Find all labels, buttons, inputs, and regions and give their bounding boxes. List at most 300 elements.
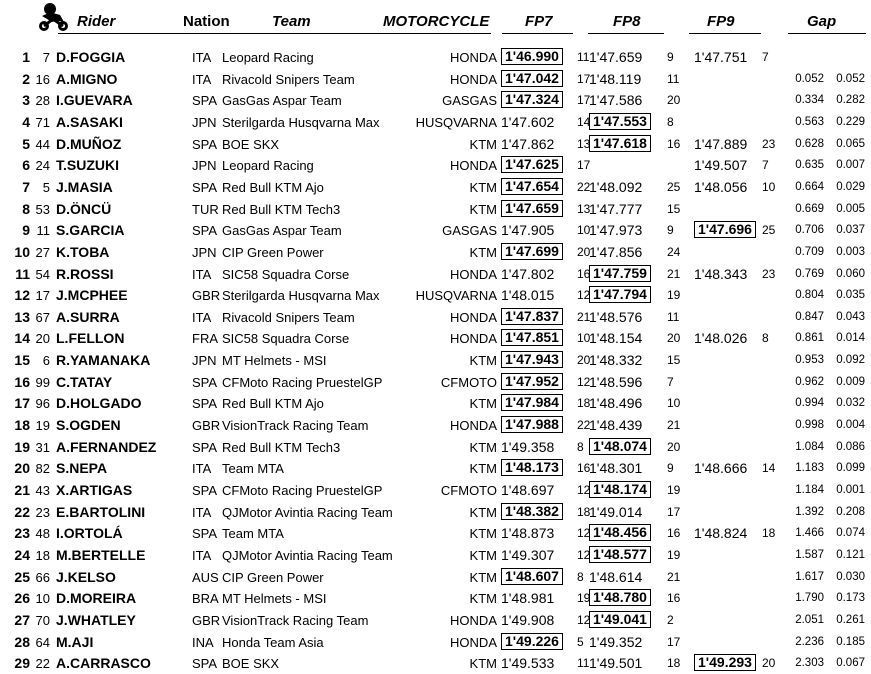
gap-to-previous: 0.065 [836, 137, 865, 150]
fp7-lap: 17 [577, 93, 591, 108]
team-name: Team MTA [222, 461, 284, 477]
team-name: CFMoto Racing PruestelGP [222, 374, 383, 390]
rider-name: D.HOLGADO [56, 395, 142, 412]
position: 4 [22, 113, 30, 130]
position: 6 [22, 157, 30, 174]
team-name: Sterilgarda Husqvarna Max [222, 288, 380, 304]
gap-to-leader: 2.236 [795, 635, 824, 648]
header-fp8: FP8 [613, 13, 641, 30]
nation: GBR [192, 288, 221, 304]
rider-name: D.MUÑOZ [56, 135, 122, 152]
fp7-time: 1'49.358 [501, 438, 555, 455]
motorcycle: HONDA [450, 612, 497, 628]
gap-to-previous: 0.032 [836, 397, 865, 410]
header-underline [588, 33, 664, 34]
rider-name: A.SASAKI [56, 113, 123, 130]
fp7-time: 1'47.699 [501, 243, 563, 260]
fp9-time: 1'48.026 [694, 330, 748, 347]
table-row [0, 502, 871, 523]
position: 18 [14, 417, 30, 434]
table-row [0, 350, 871, 371]
fp8-lap: 10 [667, 396, 681, 411]
gap-to-previous: 0.261 [836, 613, 865, 626]
rider-number: 27 [35, 244, 50, 260]
rider-number: 82 [35, 461, 50, 477]
gap-to-leader: 0.628 [795, 137, 824, 150]
position: 29 [14, 655, 30, 672]
rider-number: 19 [35, 418, 50, 434]
gap-to-leader: 1.183 [795, 462, 824, 475]
gap-to-previous: 0.282 [836, 94, 865, 107]
table-row [0, 220, 871, 241]
gap-to-leader: 0.953 [795, 354, 824, 367]
nation: SPA [192, 179, 218, 195]
team-name: Rivacold Snipers Team [222, 309, 355, 325]
fp9-lap: 20 [762, 656, 776, 671]
table-row [0, 458, 871, 479]
gap-to-previous: 0.014 [836, 332, 865, 345]
fp7-lap: 11 [577, 656, 590, 671]
motorcycle: KTM [469, 547, 497, 563]
nation: ITA [192, 504, 212, 520]
rider-number: 96 [35, 396, 50, 412]
motorcycle: HONDA [450, 50, 497, 65]
gap-to-previous: 0.099 [836, 462, 865, 475]
gap-to-leader: 0.994 [795, 397, 824, 410]
fp8-lap: 11 [667, 309, 680, 324]
rider-number: 43 [35, 483, 50, 498]
fp8-lap: 9 [667, 50, 674, 64]
fp7-time: 1'48.607 [501, 568, 563, 585]
rider-name: R.YAMANAKA [56, 352, 151, 369]
nation: JPN [192, 114, 217, 130]
motorcycle: KTM [469, 136, 497, 152]
header-underline [58, 33, 491, 34]
table-row [0, 69, 871, 90]
table-row [0, 415, 871, 436]
fp7-time: 1'47.659 [501, 200, 563, 217]
fp8-lap: 20 [667, 93, 681, 108]
fp9-lap: 7 [762, 50, 769, 64]
motorcycle: KTM [469, 396, 497, 412]
fp9-time: 1'48.343 [694, 265, 748, 282]
motorcycle: HONDA [450, 331, 497, 347]
gap-to-leader: 0.706 [795, 224, 824, 237]
position: 7 [22, 178, 30, 195]
fp7-time: 1'48.382 [501, 503, 563, 520]
motorcycle: GASGAS [442, 93, 497, 109]
fp8-lap: 16 [667, 136, 681, 151]
position: 24 [14, 546, 30, 563]
team-name: MT Helmets - MSI [222, 353, 327, 369]
rider-number: 22 [35, 656, 50, 672]
fp7-time: 1'48.015 [501, 287, 555, 304]
fp8-lap: 7 [667, 374, 674, 389]
motorcycle: KTM [469, 461, 497, 477]
fp7-lap: 21 [577, 309, 591, 324]
gap-to-leader: 0.664 [795, 180, 824, 193]
table-row [0, 610, 871, 631]
team-name: Red Bull KTM Ajo [222, 179, 324, 195]
rider-number: 70 [35, 612, 50, 628]
gap-to-previous: 0.003 [836, 245, 865, 258]
motorcycle: KTM [469, 591, 497, 607]
gap-to-previous: 0.004 [836, 419, 865, 432]
rider-number: 18 [35, 547, 50, 563]
gap-to-previous: 0.030 [836, 570, 865, 583]
fp8-time: 1'47.659 [589, 49, 643, 65]
header-fp9: FP9 [707, 13, 735, 30]
fp8-time: 1'48.456 [589, 524, 651, 541]
fp8-time: 1'48.301 [589, 460, 643, 477]
table-row [0, 372, 871, 393]
rider-number: 7 [42, 50, 50, 65]
fp7-lap: 10 [577, 331, 591, 346]
fp8-lap: 15 [667, 353, 681, 368]
fp8-time: 1'47.553 [589, 113, 651, 130]
header-nation: Nation [183, 13, 230, 30]
motorcycle: CFMOTO [440, 374, 497, 390]
team-name: GasGas Aspar Team [222, 223, 342, 239]
rider-name: T.SUZUKI [56, 157, 119, 174]
gap-to-leader: 0.769 [795, 267, 824, 280]
motorcycle: KTM [469, 504, 497, 520]
table-row [0, 523, 871, 544]
gap-to-leader: 0.709 [795, 245, 824, 258]
fp8-lap: 21 [667, 569, 681, 584]
position: 19 [14, 438, 30, 455]
gap-to-leader: 0.669 [795, 202, 824, 215]
rider-number: 11 [36, 223, 50, 239]
fp8-lap: 11 [667, 71, 680, 86]
team-name: VisionTrack Racing Team [222, 418, 369, 434]
table-row [0, 47, 871, 68]
fp7-time: 1'49.307 [501, 546, 555, 563]
rider-name: E.BARTOLINI [56, 503, 146, 520]
fp8-lap: 21 [667, 418, 681, 433]
fp7-lap: 17 [577, 71, 591, 86]
fp8-time: 1'48.092 [589, 178, 643, 195]
team-name: Leopard Racing [222, 158, 314, 174]
rider-name: L.FELLON [56, 330, 125, 347]
fp7-lap: 18 [577, 396, 591, 411]
gap-to-previous: 0.074 [836, 527, 865, 540]
fp8-lap: 19 [667, 288, 681, 303]
fp8-lap: 9 [667, 223, 674, 238]
fp8-time: 1'48.439 [589, 417, 643, 434]
fp9-lap: 7 [762, 158, 769, 173]
team-name: Honda Team Asia [222, 634, 324, 650]
table-row [0, 177, 871, 198]
fp8-time: 1'47.618 [589, 135, 651, 152]
fp8-time: 1'48.596 [589, 373, 643, 390]
fp7-time: 1'47.837 [501, 308, 563, 325]
position: 25 [14, 568, 30, 585]
fp7-lap: 8 [577, 569, 584, 584]
fp7-time: 1'49.533 [501, 655, 555, 672]
fp9-lap: 23 [762, 136, 776, 151]
fp7-time: 1'47.984 [501, 394, 563, 411]
team-name: BOE SKX [222, 656, 280, 672]
team-name: MT Helmets - MSI [222, 591, 327, 607]
gap-to-leader: 1.392 [795, 505, 824, 518]
fp7-time: 1'47.602 [501, 113, 555, 130]
fp8-lap: 21 [667, 266, 681, 281]
motorcycle: HONDA [450, 71, 497, 87]
motorcycle: HONDA [450, 266, 497, 282]
fp7-lap: 16 [577, 266, 591, 281]
fp8-time: 1'47.973 [589, 222, 643, 239]
fp8-lap: 18 [667, 656, 681, 671]
gap-to-previous: 0.043 [836, 310, 865, 323]
gap-to-previous: 0.092 [836, 354, 865, 367]
nation: SPA [192, 93, 218, 109]
rider-name: R.ROSSI [56, 265, 114, 282]
fp8-time: 1'48.074 [589, 438, 651, 455]
rider-name: J.WHATLEY [56, 611, 136, 628]
fp8-time: 1'49.014 [589, 503, 643, 520]
motorcycle: HONDA [450, 634, 497, 650]
fp7-time: 1'46.990 [501, 48, 563, 65]
position: 5 [22, 135, 30, 152]
fp9-time: 1'48.056 [694, 178, 748, 195]
table-row [0, 242, 871, 263]
rider-name: I.GUEVARA [56, 92, 133, 109]
fp8-time: 1'48.119 [589, 70, 642, 87]
motorcycle: KTM [469, 353, 497, 369]
rider-number: 99 [35, 374, 50, 390]
fp7-time: 1'49.226 [501, 633, 563, 650]
nation: INA [192, 634, 214, 650]
rider-name: D.ÖNCÜ [56, 200, 112, 217]
fp7-time: 1'47.988 [501, 416, 563, 433]
table-row [0, 90, 871, 111]
team-name: Red Bull KTM Ajo [222, 396, 324, 412]
fp7-lap: 12 [577, 288, 591, 303]
position: 11 [15, 265, 30, 282]
motorcycle: KTM [469, 656, 497, 672]
nation: FRA [192, 331, 218, 347]
rider-name: A.FERNANDEZ [56, 438, 157, 455]
gap-to-leader: 0.334 [795, 94, 824, 107]
table-row [0, 393, 871, 414]
rider-name: J.KELSO [56, 568, 116, 585]
fp8-time: 1'49.501 [589, 655, 643, 672]
fp7-lap: 13 [577, 136, 591, 151]
nation: SPA [192, 526, 218, 542]
nation: GBR [192, 612, 221, 628]
header-fp7: FP7 [525, 13, 553, 30]
gap-to-previous: 0.121 [836, 548, 865, 561]
header-underline [502, 33, 573, 34]
fp8-time: 1'48.780 [589, 589, 651, 606]
fp7-time: 1'47.625 [501, 156, 563, 173]
gap-to-previous: 0.035 [836, 289, 865, 302]
team-name: BOE SKX [222, 136, 280, 152]
position: 1 [22, 49, 30, 65]
nation: GBR [192, 418, 221, 434]
position: 12 [14, 287, 30, 304]
gap-to-leader: 1.617 [795, 570, 824, 583]
fp8-time: 1'47.856 [589, 243, 643, 260]
position: 3 [22, 92, 30, 109]
rider-number: 17 [35, 288, 50, 304]
gap-to-leader: 0.052 [795, 72, 824, 85]
gap-to-leader: 0.861 [795, 332, 824, 345]
nation: SPA [192, 223, 218, 239]
fp7-lap: 18 [577, 504, 591, 519]
rider-name: J.MCPHEE [56, 287, 128, 304]
gap-to-leader: 1.587 [795, 548, 824, 561]
rider-name: D.MOREIRA [56, 590, 137, 607]
header-underline [689, 33, 761, 34]
fp9-time: 1'48.666 [694, 460, 748, 477]
nation: ITA [192, 50, 212, 65]
nation: SPA [192, 439, 218, 455]
fp7-time: 1'47.654 [501, 178, 563, 195]
fp8-time: 1'48.332 [589, 352, 643, 369]
fp8-time: 1'47.759 [589, 265, 651, 282]
fp7-time: 1'47.042 [501, 70, 563, 87]
team-name: Team MTA [222, 526, 284, 542]
gap-to-previous: 0.208 [836, 505, 865, 518]
motorcycle: HUSQVARNA [415, 288, 497, 304]
motorcycle: KTM [469, 179, 497, 195]
rider-number: 48 [35, 526, 50, 542]
table-row [0, 307, 871, 328]
rider-name: S.NEPA [56, 460, 108, 477]
position: 2 [22, 70, 30, 87]
rider-number: 53 [35, 201, 50, 217]
fp7-lap: 12 [577, 612, 591, 627]
fp9-lap: 14 [762, 461, 776, 476]
position: 27 [14, 611, 30, 628]
fp7-lap: 12 [577, 374, 591, 389]
fp9-time: 1'49.293 [694, 654, 756, 671]
gap-to-leader: 1.466 [795, 527, 824, 540]
team-name: VisionTrack Racing Team [222, 612, 369, 628]
motorcycle: KTM [469, 569, 497, 585]
team-name: CFMoto Racing PruestelGP [222, 483, 383, 498]
fp9-time: 1'47.751 [694, 49, 748, 65]
fp7-lap: 12 [577, 483, 591, 497]
fp7-lap: 14 [577, 114, 591, 129]
fp9-lap: 18 [762, 526, 776, 541]
nation: SPA [192, 136, 218, 152]
fp7-lap: 19 [577, 591, 591, 606]
fp7-time: 1'48.981 [501, 590, 555, 607]
nation: TUR [192, 201, 219, 217]
fp8-time: 1'48.496 [589, 395, 643, 412]
fp7-lap: 5 [577, 634, 584, 649]
table-row [0, 112, 871, 133]
fp8-lap: 25 [667, 179, 681, 194]
fp9-lap: 10 [762, 179, 776, 194]
fp8-lap: 20 [667, 439, 681, 454]
table-row [0, 632, 871, 653]
gap-to-leader: 1.084 [795, 440, 824, 453]
fp8-time: 1'47.777 [589, 200, 643, 217]
rider-name: A.CARRASCO [56, 655, 151, 672]
fp9-time: 1'47.889 [694, 135, 748, 152]
position: 14 [14, 330, 30, 347]
gap-to-previous: 0.029 [836, 180, 865, 193]
position: 28 [14, 633, 30, 650]
rider-name: S.GARCIA [56, 222, 125, 239]
gap-to-leader: 0.847 [795, 310, 824, 323]
gap-to-previous: 0.185 [836, 635, 865, 648]
fp7-lap: 22 [577, 418, 591, 433]
fp8-lap: 19 [667, 547, 681, 562]
table-row [0, 155, 871, 176]
table-row [0, 588, 871, 609]
fp7-lap: 16 [577, 461, 591, 476]
rider-name: I.ORTOLÁ [56, 525, 123, 542]
rider-name: K.TOBA [56, 243, 110, 260]
team-name: QJMotor Avintia Racing Team [222, 547, 393, 563]
fp8-lap: 24 [667, 244, 681, 259]
rider-name: J.MASIA [56, 178, 113, 195]
gap-to-previous: 0.001 [836, 484, 865, 496]
nation: ITA [192, 71, 212, 87]
header-underline [788, 33, 866, 34]
gap-to-previous: 0.173 [836, 592, 865, 605]
rider-name: X.ARTIGAS [56, 482, 133, 498]
rider-number: 20 [35, 331, 50, 347]
rider-number: 67 [35, 309, 50, 325]
position: 10 [14, 243, 30, 260]
fp7-time: 1'47.862 [501, 135, 555, 152]
fp8-time: 1'48.576 [589, 308, 643, 325]
motorcycle-rider-icon [36, 2, 70, 32]
fp7-lap: 10 [577, 223, 591, 238]
gap-to-leader: 0.804 [795, 289, 824, 302]
table-row [0, 653, 871, 674]
gap-to-previous: 0.005 [836, 202, 865, 215]
nation: SPA [192, 656, 218, 672]
rider-name: S.OGDEN [56, 417, 121, 434]
header-motorcycle: MOTORCYCLE [383, 13, 490, 30]
gap-to-previous: 0.067 [836, 657, 865, 670]
rider-name: M.BERTELLE [56, 546, 146, 563]
rider-number: 24 [35, 158, 50, 174]
fp9-time: 1'48.824 [694, 525, 748, 542]
position: 20 [14, 460, 30, 477]
nation: JPN [192, 353, 217, 369]
gap-to-previous: 0.060 [836, 267, 865, 280]
fp7-time: 1'48.697 [501, 482, 555, 498]
nation: ITA [192, 461, 212, 477]
gap-to-leader: 0.563 [795, 115, 824, 128]
nation: SPA [192, 374, 218, 390]
nation: SPA [192, 396, 218, 412]
fp7-lap: 12 [577, 526, 591, 541]
nation: AUS [192, 569, 219, 585]
fp7-time: 1'47.952 [501, 373, 563, 390]
position: 17 [14, 395, 30, 412]
motorcycle: CFMOTO [440, 483, 497, 498]
motorcycle: HONDA [450, 309, 497, 325]
fp8-lap: 16 [667, 591, 681, 606]
fp7-time: 1'49.908 [501, 611, 555, 628]
gap-to-previous: 0.037 [836, 224, 865, 237]
rider-number: 5 [42, 179, 50, 195]
motorcycle: HUSQVARNA [415, 114, 497, 130]
fp9-time: 1'47.696 [694, 221, 756, 238]
team-name: Red Bull KTM Tech3 [222, 439, 341, 455]
fp7-time: 1'47.802 [501, 265, 555, 282]
fp7-lap: 12 [577, 547, 591, 562]
